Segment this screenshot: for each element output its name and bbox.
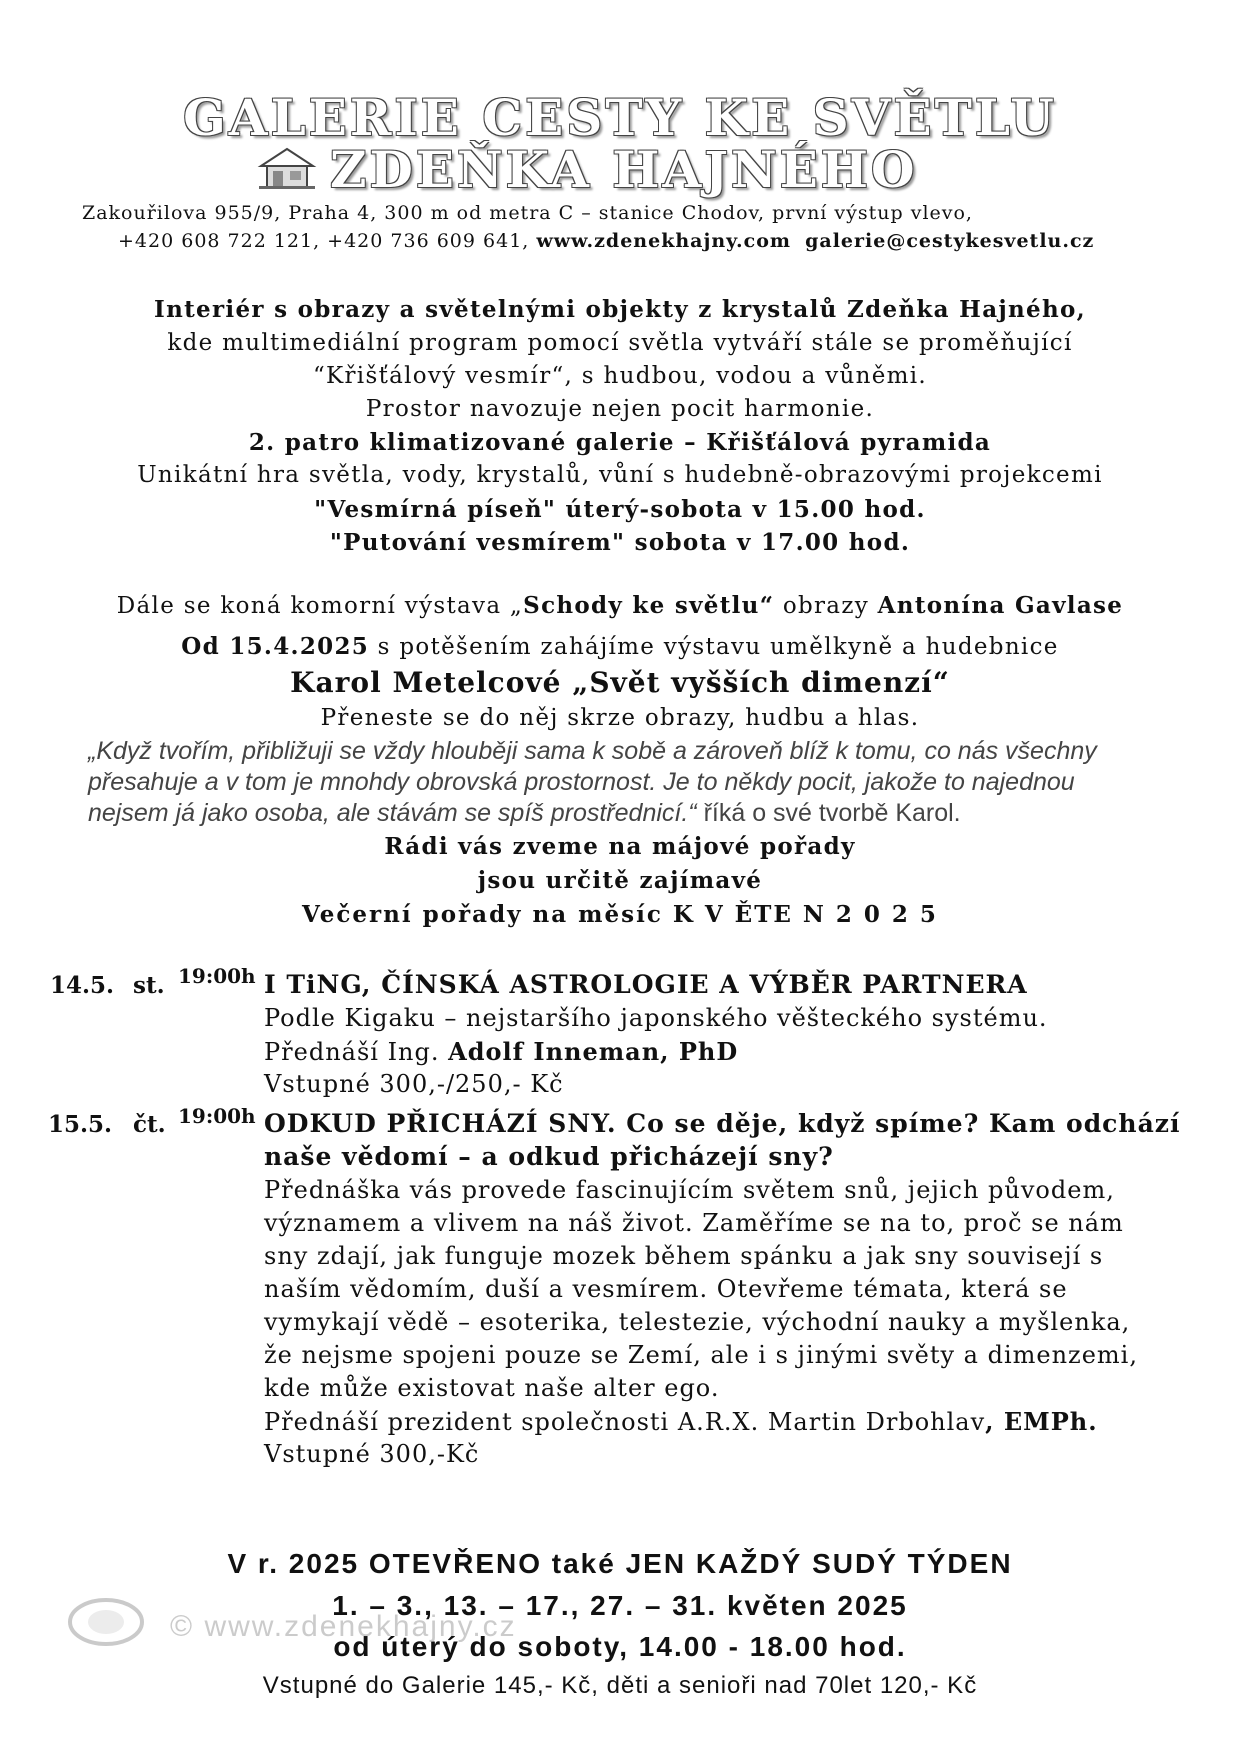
event-2-lecturer xyxy=(264,1407,1098,1436)
event-1-lecturer-name: Adolf Inneman, PhD xyxy=(448,1037,739,1066)
exhibition-line-1 xyxy=(0,592,1240,619)
event-2-desc-3: sny zdají, jak funguje mozek během spánku a jak sny souvisejí s xyxy=(264,1242,1104,1270)
exhibition-title: Karol Metelcové „Svět vyšších dimenzí“ xyxy=(290,666,950,699)
event-1-desc: Podle Kigaku – nejstaršího japonského věšteckého systému. xyxy=(264,1004,1048,1032)
event-1-day: st. xyxy=(133,972,165,999)
event-2-date: 15.5. xyxy=(48,1111,113,1138)
quote-line-1: „Když tvořím, přibližuji se vždy hlouběji sama k sobě a zároveň blíž k tomu, co nás všechny xyxy=(88,737,1097,765)
contact-line xyxy=(118,230,1094,252)
quote-attribution: říká o své tvorbě Karol. xyxy=(696,799,961,827)
exhibition-text-a: Dále se koná komorní výstava „ xyxy=(116,593,524,619)
event-2-day: čt. xyxy=(133,1111,166,1138)
event-1-fee: Vstupné 300,-/250,- Kč xyxy=(264,1070,564,1098)
event-2-desc-4: naším vědomím, duší a vesmírem. Otevřeme témata, která se xyxy=(264,1275,1068,1303)
artist-name: Antonína Gavlase xyxy=(877,592,1124,619)
email-link[interactable]: galerie@cestykesvetlu.cz xyxy=(805,230,1095,252)
watermark-logo-icon xyxy=(66,1594,146,1650)
event-2-desc-6: že nejsme spojeni pouze se Zemí, ale i s jinými světy a dimenzemi, xyxy=(264,1341,1138,1369)
quote-line-3 xyxy=(88,799,961,828)
quote-text: nejsem já jako osoba, ale stávám se spíš prostřednicí.“ xyxy=(88,799,697,827)
intro-line-3: “Křišťálový vesmír“, s hudbou, vodou a vůněmi. xyxy=(312,363,928,389)
event-2-desc-7: kde může existovat naše alter ego. xyxy=(264,1374,720,1402)
intro-line-1: Interiér s obrazy a světelnými objekty z krystalů Zdeňka Hajného, xyxy=(154,296,1086,323)
intro-line-4: Prostor navozuje nejen pocit harmonie. xyxy=(365,396,875,422)
quote-line-2: přesahuje a v tom je mnohdy obrovská prostornost. Je to někdy pocit, jakože to najednou xyxy=(88,768,1075,796)
website-link[interactable]: www.zdenekhajny.com xyxy=(536,230,791,252)
admission-fee: Vstupné do Galerie 145,- Kč, děti a senioři nad 70let 120,- Kč xyxy=(262,1672,978,1699)
event-2-fee: Vstupné 300,-Kč xyxy=(264,1440,480,1468)
event-2-desc-5: vymykají vědě – esoterika, telestezie, východní nauky a myšlenka, xyxy=(264,1308,1131,1336)
event-2-desc-1: Přednáška vás provede fascinujícím světem snů, jejich původem, xyxy=(264,1176,1115,1204)
exhibition-text-b: s potěšením zahájíme výstavu umělkyně a hudebnice xyxy=(369,634,1059,660)
event-2-lecturer-prefix: Přednáší prezident společnosti A.R.X. Martin Drbohlav xyxy=(264,1408,986,1436)
house-icon xyxy=(257,146,317,190)
event-2-desc-2: významem a vlivem na náš život. Zaměříme se na to, proč se nám xyxy=(264,1209,1124,1237)
invite-line-2: jsou určitě zajímavé xyxy=(477,867,763,894)
event-1-lecturer xyxy=(264,1037,738,1066)
intro-line-2: kde multimediální program pomocí světla vytváří stále se proměňující xyxy=(167,330,1073,356)
invite-line-1: Rádi vás zveme na májové pořady xyxy=(384,833,856,860)
exhibition-date: Od 15.4.2025 xyxy=(181,633,370,660)
contact-phones: +420 608 722 121, +420 736 609 641, xyxy=(118,230,537,252)
invite-line-3: Večerní pořady na měsíc K V ĚTE N 2 0 2 5 xyxy=(302,901,938,928)
intro-line-8: "Putování vesmírem" sobota v 17.00 hod. xyxy=(329,529,911,556)
event-2-title-2: naše vědomí – a odkud přicházejí sny? xyxy=(264,1142,834,1171)
event-1-time: 19:00h xyxy=(178,964,256,988)
opening-dates: 1. – 3., 13. – 17., 27. – 31. květen 2025 xyxy=(332,1590,908,1621)
address: Zakouřilova 955/9, Praha 4, 300 m od metra C – stanice Chodov, první výstup vlevo, xyxy=(82,202,973,224)
event-1-date: 14.5. xyxy=(50,972,115,999)
event-1-title: I TiNG, ČÍNSKÁ ASTROLOGIE A VÝBĚR PARTNERA xyxy=(264,970,1028,999)
opening-notice: V r. 2025 OTEVŘENO také JEN KAŽDÝ SUDÝ TÝDEN xyxy=(227,1548,1013,1579)
event-2-title-1: ODKUD PŘICHÁZÍ SNY. Co se děje, když spíme? Kam odchází xyxy=(264,1109,1181,1138)
watermark-text: © www.zdenekhajny.cz xyxy=(170,1610,517,1643)
intro-line-5: 2. patro klimatizované galerie – Křišťálová pyramida xyxy=(248,429,992,456)
exhibition-line-4: Přeneste se do něj skrze obrazy, hudbu a hlas. xyxy=(320,705,920,731)
event-2-lecturer-title: , EMPh. xyxy=(985,1407,1098,1436)
exhibition-text-c: obrazy xyxy=(774,593,878,619)
gallery-subtitle: ZDEŇKA HAJNÉHO xyxy=(330,140,918,199)
gallery-title: GALERIE CESTY KE SVĚTLU xyxy=(183,88,1057,147)
exhibition-line-2 xyxy=(0,633,1240,660)
event-1-lecturer-prefix: Přednáší Ing. xyxy=(264,1038,449,1066)
intro-line-6: Unikátní hra světla, vody, krystalů, vůní s hudebně-obrazovými projekcemi xyxy=(137,462,1103,488)
intro-line-7: "Vesmírná píseň" úterý-sobota v 15.00 hod. xyxy=(314,496,926,523)
event-2-time: 19:00h xyxy=(178,1104,256,1128)
opening-hours: od úterý do soboty, 14.00 - 18.00 hod. xyxy=(333,1631,907,1662)
exhibition-name: Schody ke světlu“ xyxy=(523,592,775,619)
